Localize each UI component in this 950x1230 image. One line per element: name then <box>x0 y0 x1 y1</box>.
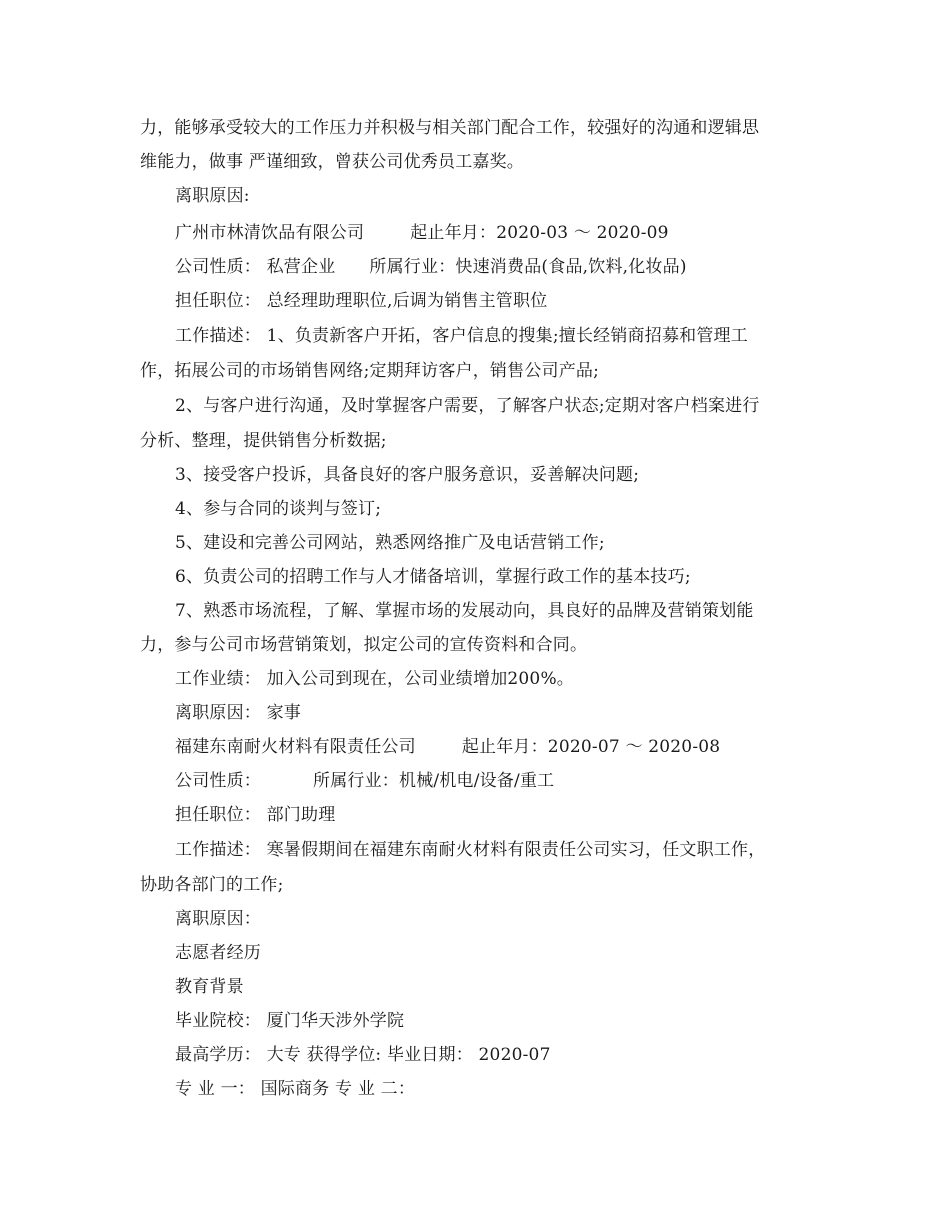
leave-reason-line: 离职原因： <box>175 909 261 929</box>
text-line: 2、与客户进行沟通，及时掌握客户需要，了解客户状态;定期对客户档案进行 <box>175 396 760 416</box>
industry: 所属行业：机械/机电/设备/重工 <box>313 771 555 791</box>
text-line: 3、接受客户投诉，具备良好的客户服务意识，妥善解决问题; <box>175 465 640 485</box>
employer-line <box>175 222 830 244</box>
text-line: 7、熟悉市场流程，了解、掌握市场的发展动向，具良好的品牌及营销策划能 <box>175 601 754 621</box>
degree-line: 最高学历： 大专 获得学位: 毕业日期： 2020-07 <box>175 1045 551 1065</box>
text-line: 力，参与公司市场营销策划，拟定公司的宣传资料和合同。 <box>140 635 588 655</box>
position-line: 担任职位： 总经理助理职位,后调为销售主管职位 <box>175 291 548 311</box>
text-line: 力，能够承受较大的工作压力并积极与相关部门配合工作，较强好的沟通和逻辑思 <box>140 118 760 138</box>
company-info-line <box>175 256 830 278</box>
text-line: 离职原因: <box>175 186 250 206</box>
text-line: 作，拓展公司的市场销售网络;定期拜访客户，销售公司产品; <box>140 361 600 381</box>
text-line: 5、建设和完善公司网站，熟悉网络推广及电话营销工作; <box>175 533 605 553</box>
employment-period: 起止年月：2020-07 ～ 2020-08 <box>461 737 721 757</box>
company-info-line <box>175 770 830 792</box>
leave-reason-line: 离职原因： 家事 <box>175 703 302 723</box>
section-heading: 教育背景 <box>175 977 244 997</box>
company-name: 福建东南耐火材料有限责任公司 <box>175 737 416 757</box>
industry: 所属行业：快速消费品(食品,饮料,化妆品) <box>369 257 687 277</box>
text-line: 4、参与合同的谈判与签订; <box>175 499 382 519</box>
major-line: 专 业 一： 国际商务 专 业 二： <box>175 1079 416 1099</box>
school-line: 毕业院校： 厦门华天涉外学院 <box>175 1011 405 1031</box>
text-line: 6、负责公司的招聘工作与人才储备培训，掌握行政工作的基本技巧; <box>175 567 691 587</box>
text-line: 分析、整理，提供销售分析数据; <box>140 431 387 451</box>
position-line: 担任职位： 部门助理 <box>175 805 336 825</box>
achievement-line: 工作业绩： 加入公司到现在，公司业绩增加200%。 <box>175 669 575 689</box>
company-type: 公司性质： <box>175 771 261 791</box>
description-line: 工作描述： 1、负责新客户开拓，客户信息的搜集;擅长经销商招募和管理工 <box>175 326 748 346</box>
employer-line <box>175 736 830 758</box>
text-line: 维能力，做事 严谨细致，曾获公司优秀员工嘉奖。 <box>140 152 525 172</box>
section-heading: 志愿者经历 <box>175 943 261 963</box>
employment-period: 起止年月：2020-03 ～ 2020-09 <box>410 223 669 243</box>
company-type: 公司性质： 私营企业 <box>175 257 336 277</box>
description-line: 工作描述： 寒暑假期间在福建东南耐火材料有限责任公司实习，任文职工作， <box>175 840 766 860</box>
text-line: 协助各部门的工作; <box>140 875 284 895</box>
company-name: 广州市林清饮品有限公司 <box>175 223 365 243</box>
